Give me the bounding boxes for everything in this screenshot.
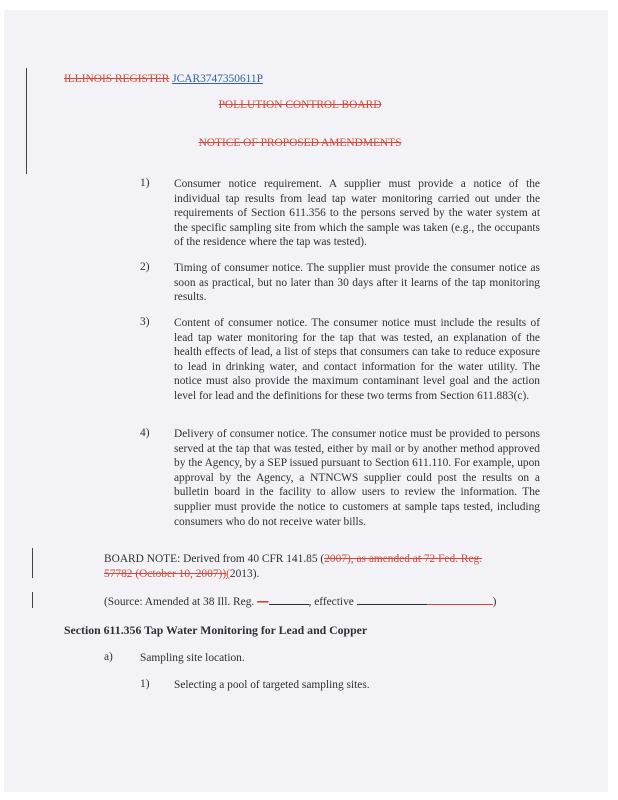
- board-note-struck-1: 2007), as amended at 72 Fed. Reg.: [324, 553, 483, 565]
- item-text: Delivery of consumer notice. The consumer notice must be provided to persons served at the tap that was tested, either by mail or by another method approved by the Agency, by a SEP issued pursuant to Section 611.110. For example, upon approval by the Agency, a NTNCWS supplier could post the results on a bulletin board in the facility to allow users to review the information. The supplier must provide the notice to customers at sample taps tested, including consumers who do not receive water bills.: [174, 428, 540, 528]
- board-note-struck-3: ): [222, 568, 227, 580]
- subsection-1-label: 1): [140, 678, 150, 690]
- section-heading: Section 611.356 Tap Water Monitoring for Lead and Copper: [64, 623, 368, 637]
- source-line: [104, 595, 496, 609]
- effective-blank-red: [427, 604, 493, 605]
- source-close: ): [492, 596, 497, 608]
- source-prefix: (Source: Amended at 38 Ill. Reg.: [104, 596, 258, 608]
- revision-bar-top: [26, 68, 27, 174]
- item-number: 2): [140, 261, 150, 273]
- reg-blank: [269, 604, 309, 605]
- item-text: Timing of consumer notice. The supplier must provide the consumer notice as soon as practical, but no later than 30 days after it learns of the tap monitoring results.: [174, 262, 540, 304]
- item-text: Content of consumer notice. The consumer notice must include the results of lead tap water monitoring for the tap that was tested, an explanation of the health effects of lead, a list of steps that consumers can take to reduce exposure to lead in drinking water, and contact information for the water utility. The notice must also provide the maximum contaminant level goal and the action level for lead and the definitions for these two terms from Section 611.883(c).: [174, 317, 540, 402]
- effective-blank: [357, 604, 427, 605]
- board-title: POLLUTION CONTROL BOARD: [218, 99, 382, 111]
- revision-bar-note: [32, 548, 33, 578]
- source-middle: , effective: [308, 596, 357, 608]
- jcar-code: JCAR3747350611P: [172, 73, 263, 85]
- subsection-1-text: Selecting a pool of targeted sampling sites.: [174, 679, 370, 691]
- board-note-suffix: 2013).: [229, 568, 260, 580]
- item-number: 3): [140, 316, 150, 328]
- board-note: [104, 552, 544, 582]
- subsection-a-label: a): [104, 651, 113, 663]
- source-struck-dash: —: [257, 596, 269, 608]
- item-text: Consumer notice requirement. A supplier must provide a notice of the individual tap results from lead tap water monitoring carried out under the requirements of Section 611.356 to the persons served by the water system at the specific sampling site from which the sample was taken (e.g., the occupants of the residence where the tap was tested).: [174, 178, 540, 249]
- board-note-inserted: (: [226, 568, 230, 580]
- item-number: 1): [140, 177, 150, 189]
- notice-title: NOTICE OF PROPOSED AMENDMENTS: [198, 137, 402, 149]
- board-note-struck-2: 57782 (October 10, 2007): [104, 568, 223, 580]
- board-note-prefix: BOARD NOTE: Derived from 40 CFR 141.85 (: [104, 553, 325, 565]
- item-number: 4): [140, 427, 150, 439]
- revision-bar-source: [32, 592, 33, 608]
- subsection-a-text: Sampling site location.: [140, 652, 245, 664]
- header-line: [64, 72, 263, 86]
- register-struck: ILLINOIS REGISTER: [64, 73, 170, 85]
